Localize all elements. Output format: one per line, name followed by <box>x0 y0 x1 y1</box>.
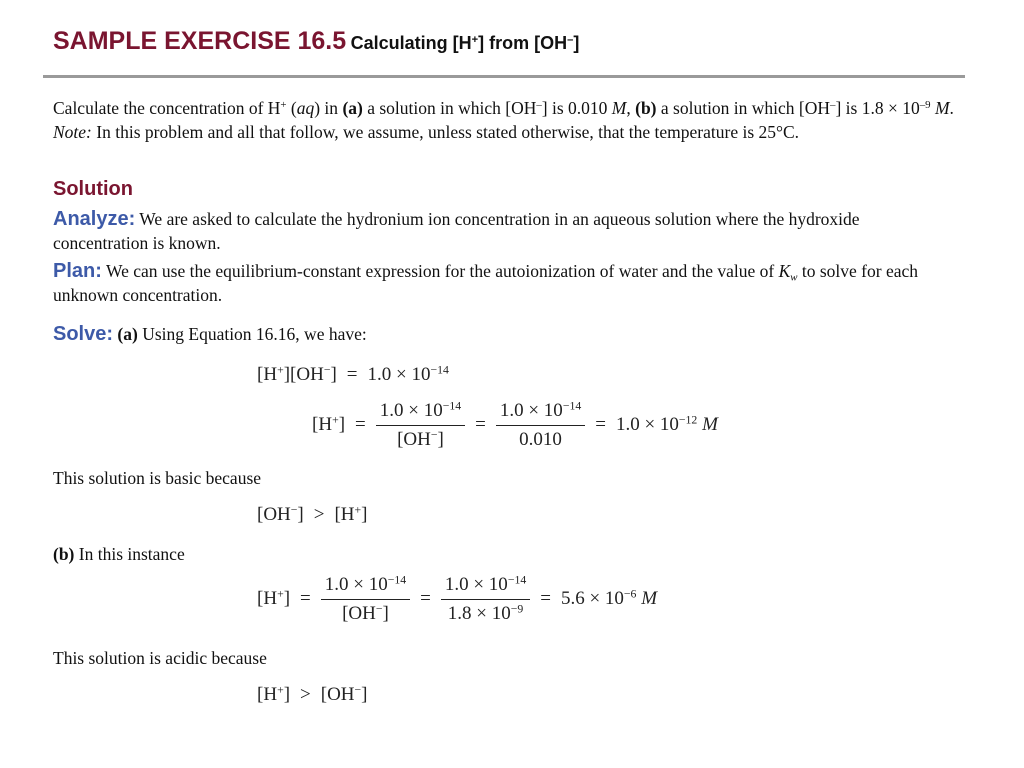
analyze-paragraph: Analyze: We are asked to calculate the hydronium ion concentration in an aqueous solution where the hydroxide concentration is known. <box>53 208 860 253</box>
exercise-label: SAMPLE EXERCISE 16.5 <box>53 27 347 55</box>
part-b-statement: (b) In this instance <box>53 544 185 564</box>
fraction: $\frac{1.0 \times 10^{-14}}{[OH^-]}$ <box>376 400 465 451</box>
fraction: $\frac{1.0 \times 10^{-14}}{[OH^-]}$ <box>321 574 410 625</box>
equation-h-concentration-b: [H+] = $\frac{1.0 \times 10^{-14}}{[OH^-]}$ = $\frac{1.0 \times 10^{-14}}{1.8 \times 10^{-9}}$ = $5.6 \times 10^{-6}$ M <box>257 573 658 624</box>
analyze-label: Analyze: <box>53 208 136 230</box>
problem-statement: Calculate the concentration of H+ (aq) in (a) a solution in which [OH–] is 0.010 M, (b) a solution in which [OH–] is $1.8 \times 10^{-9}$ M. Note: In this problem and all that follow, we assume, unless stated otherwise, that the temperature is 25°C. <box>53 98 954 142</box>
page-title <box>53 27 579 56</box>
solution-heading: Solution <box>53 178 133 200</box>
equation-basic-inequality: [OH−] > [H+] <box>257 503 368 525</box>
solve-paragraph: Solve: (a) Using Equation 16.16, we have: <box>53 323 367 345</box>
equation-h-concentration-a: [H+] = $\frac{1.0 \times 10^{-14}}{[OH^-]}$ = $\frac{1.0 \times 10^{-14}}{0.010}$ = $1.0 \times 10^{-12}$ M <box>312 399 718 450</box>
exercise-subtitle: Calculating [H+] from [OH–] <box>350 33 580 53</box>
solve-label: Solve: <box>53 323 114 345</box>
equation-kw-product: $[H^+][OH^-] = 1.0 \times 10^{-14}$ <box>257 363 449 385</box>
header-divider <box>43 75 965 78</box>
fraction: $\frac{1.0 \times 10^{-14}}{1.8 \times 10^{-9}}$ <box>441 574 530 625</box>
basic-statement: This solution is basic because <box>53 468 262 488</box>
plan-paragraph: Plan: We can use the equilibrium-constant expression for the autoionization of water and the value of $K_w$ to solve for each unknown concentration. <box>53 260 919 305</box>
plan-label: Plan: <box>53 260 102 282</box>
equation-acidic-inequality: [H+] > [OH−] <box>257 683 368 705</box>
acidic-statement: This solution is acidic because <box>53 648 267 668</box>
fraction: $\frac{1.0 \times 10^{-14}}{0.010}$ <box>496 400 585 451</box>
